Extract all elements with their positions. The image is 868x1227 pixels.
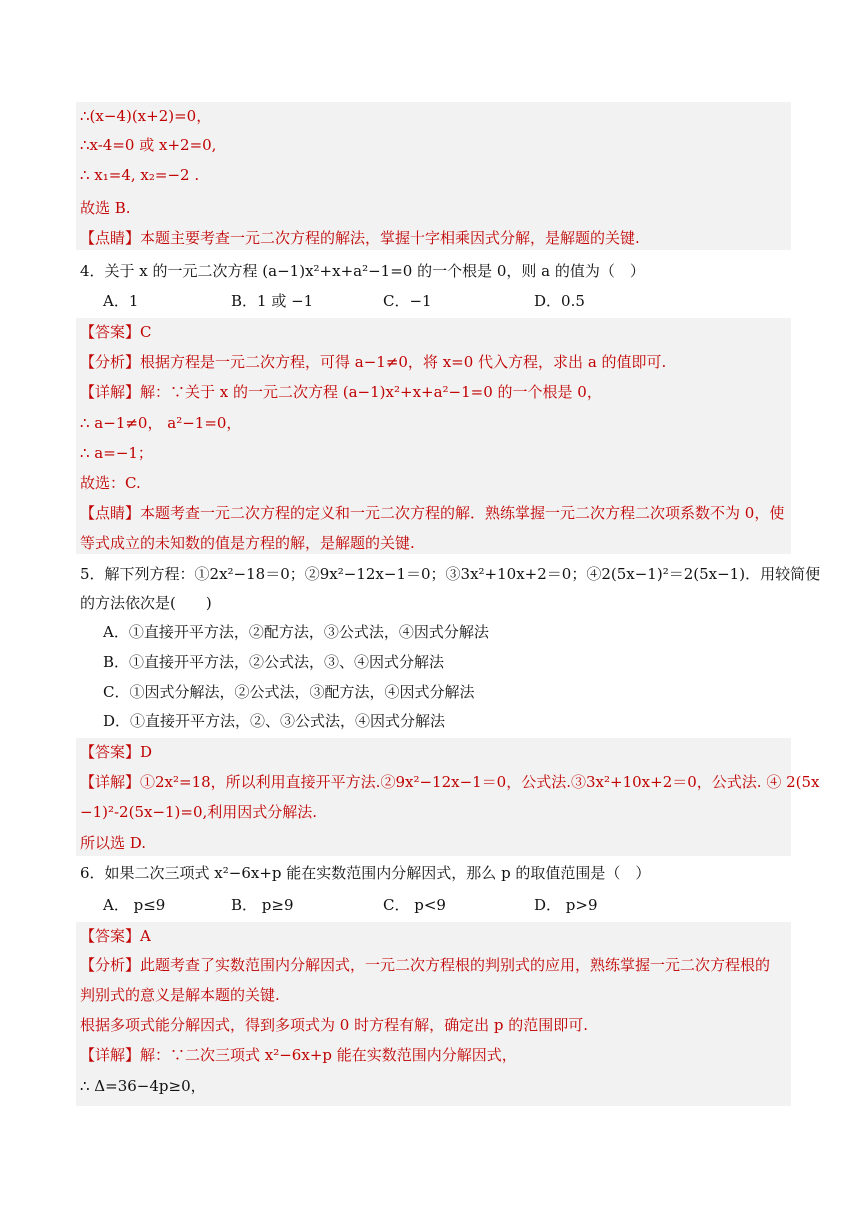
- q5-option-a: A．①直接开平方法，②配方法，③公式法，④因式分解法: [103, 623, 489, 641]
- q6-option-d: D． p>9: [534, 896, 598, 914]
- q3-line-split: ∴x-4=0 或 x+2=0,: [80, 136, 217, 154]
- q4-analysis: 【分析】根据方程是一元二次方程，可得 a−1≠0，将 x=0 代入方程，求出 a 的值即可.: [80, 353, 667, 371]
- q4-stem: 4．关于 x 的一元二次方程 (a−1)x²+x+a²−1=0 的一个根是 0，则 a 的值为（ ）: [80, 262, 645, 280]
- q6-stem: 6．如果二次三项式 x²−6x+p 能在实数范围内分解因式，那么 p 的取值范围是（ ）: [80, 864, 651, 882]
- q4-detail-3: ∴ a=−1；: [80, 444, 153, 462]
- q6-option-a: A． p≤9: [103, 896, 166, 914]
- q3-line-choice: 故选 B.: [80, 199, 131, 217]
- q6-analysis-1: 【分析】此题考查了实数范围内分解因式，一元二次方程根的判别式的应用，熟练掌握一元二次方程根的: [80, 956, 771, 974]
- q4-option-d: D．0.5: [534, 292, 585, 310]
- q4-answer: 【答案】C: [80, 323, 152, 341]
- q6-detail-1-text: 【详解】解：∵二次三项式 x²−6x+p 能在实数范围内分解因式，: [80, 1046, 517, 1064]
- q6-option-b: B． p≥9: [231, 896, 294, 914]
- q5-stem-1: 5．解下列方程：①2x²−18＝0；②9x²−12x−1＝0；③3x²+10x+2＝0；④2(5x−1)²＝2(5x−1)．用较简便: [80, 565, 821, 583]
- q5-option-b: B．①直接开平方法，②公式法，③、④因式分解法: [103, 653, 445, 671]
- q5-stem-2: 的方法依次是( ): [80, 594, 212, 612]
- q4-option-c: C．−1: [383, 292, 432, 310]
- q6-analysis-2: 判别式的意义是解本题的关键.: [80, 986, 280, 1004]
- q5-option-c: C．①因式分解法，②公式法，③配方法，④因式分解法: [103, 683, 475, 701]
- q3-line-roots: ∴ x₁=4, x₂=−2 .: [80, 166, 200, 184]
- q5-option-d: D．①直接开平方法，②、③公式法，④因式分解法: [103, 712, 446, 730]
- q4-detail-1: 【详解】解：∵关于 x 的一元二次方程 (a−1)x²+x+a²−1=0 的一个根是 0，: [80, 383, 602, 401]
- q5-detail-1: 【详解】①2x²=18，所以利用直接开平方法.②9x²−12x−1＝0，公式法.③3x²+10x+2＝0，公式法. ④ 2(5x: [80, 773, 820, 791]
- q5-detail-2: −1)²-2(5x−1)=0,利用因式分解法.: [80, 803, 318, 821]
- q4-detail-4: 故选：C.: [80, 474, 141, 492]
- q4-note-1: 【点睛】本题考查一元二次方程的定义和一元二次方程的解．熟练掌握一元二次方程二次项系数不为 0，使: [80, 504, 785, 522]
- q6-detail-2: ∴ Δ=36−4p≥0，: [80, 1077, 206, 1095]
- q5-detail-3: 所以选 D.: [80, 834, 147, 852]
- q3-line-note: 【点睛】本题主要考查一元二次方程的解法，掌握十字相乘因式分解，是解题的关键.: [80, 229, 640, 247]
- q6-detail-1: [80, 1045, 517, 1065]
- q4-note-2: 等式成立的未知数的值是方程的解，是解题的关键.: [80, 534, 415, 552]
- q4-detail-2: ∴ a−1≠0， a²−1=0，: [80, 414, 242, 432]
- q6-analysis-3: 根据多项式能分解因式，得到多项式为 0 时方程有解，确定出 p 的范围即可.: [80, 1016, 588, 1034]
- q3-line-factored: ∴(x−4)(x+2)=0，: [80, 107, 212, 125]
- q5-answer: 【答案】D: [80, 743, 153, 761]
- q4-option-a: A．1: [103, 292, 139, 310]
- q6-answer: 【答案】A: [80, 927, 151, 945]
- q5-solution-block: [76, 738, 791, 856]
- q6-option-c: C． p<9: [383, 896, 446, 914]
- q4-option-b: B．1 或 −1: [231, 292, 314, 310]
